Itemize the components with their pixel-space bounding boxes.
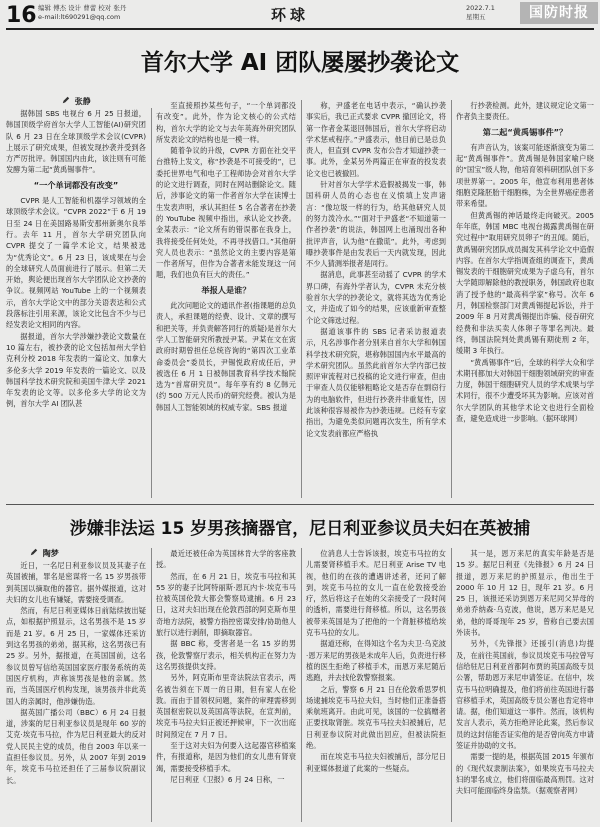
- paragraph: 据道还称，在得知这个名为夫卫·乌克波·恩万来尼的男孩是未成年人后，负责进行移植的医生拒绝了移植手术，而恩万来尼随后逃跑，并去找伦敦警察报案。: [306, 639, 446, 683]
- paragraph: 据报道，首尔大学涉嫌抄袭论文数量在 10 篇左右，被抄袭的论文包括加州大学伯克利分校 2018 年发表的一篇论文、加拿大多伦多大学 2019 年发表的一篇论文、以及韩国科学技术研究院和美国牛津大学 2021 年发表的论文等。以多伦多大学的论文为例，首尔大学 AI 团队甚: [6, 331, 146, 409]
- subheading: “一个单词都没有改变”: [33, 179, 119, 190]
- email-line: e-mail:lt690291@qq.com: [38, 13, 121, 21]
- editor-line: 编辑 傅杰 设计 曹蕾 校对 张丹: [38, 4, 127, 12]
- column-divider: [151, 108, 152, 498]
- column-divider: [451, 548, 452, 822]
- header-rule: [6, 28, 594, 30]
- paragraph: 至于这对夫妇为何要入这起器官移植案件，有报道称，是因为他们的女儿患有肾衰竭，需要接受移植手术。: [156, 741, 296, 773]
- paragraph: “黄禹锡事件”后，全球的科学大众和学术期刊都加大对韩国干细胞领域研究的审查力度，韩国干细胞研究人员的学术成果与学术同行，很不少遭受坏其为影响。应该对首尔大学团队的其他学术论文也进行全面检查，避免造成进一步影响。（据环球网）: [456, 357, 594, 424]
- article2-headline: 涉嫌非法运 15 岁男孩摘器官，尼日利亚参议员夫妇在英被捕: [69, 519, 531, 539]
- paragraph: 但黄禹锡的神话最终走向破灭。2005 年年底，韩国 MBC 电视台揭露黄禹锡在研究过程中“取用研究员卵子”的丑闻。随后，黄禹锡研究团队成员揭发其科学论文中造假内容。在首尔大学指调查组的调查下，黄禹锡发表的干细胞研究成果为子虚乌有，首尔大学随即解除他的教授职务，韩国政府也取消了授予他的“最高科学家”称号。次年 6 月，韩国检察部门对黄禹锡提起诉讼，并于 2009 年 8 月对黄禹锡提出诈骗、侵吞研究经费和非法买卖人体卵子等罪名判决。最终，韩国法院判处黄禹锡有期徒刑 2 年，缓期 3 年执行。: [456, 210, 594, 356]
- paragraph: 至直接照抄某些句子，“一个单词都没有改变”。此外，作为论文核心的公式结构，首尔大学的论文与去年英海外研究团队所发表论文的结构也是一模一样。: [156, 101, 296, 144]
- article-separator: [6, 504, 594, 505]
- pen-icon: [62, 96, 70, 104]
- paragraph: 另外，阿克斯布里奇法院法官表示，两名被告须在下周一的日期，但有家人在伦敦。而由于冒领权问题，案件的审理需移到英国枢密院以及英国高等法院，在宣判前，埃克韦马拉夫妇正被还押候审，下一次出庭时间预定在 7 月 7 日。: [156, 673, 296, 739]
- article2-column-3: [306, 548, 446, 822]
- column-divider: [301, 548, 302, 822]
- article1-column-4: [456, 100, 594, 498]
- paragraph: 之后，警察 6 月 21 日在伦敦希思罗机场逮捕埃克韦马拉夫妇，当时他们正准备搭乘航班离开。由此可见，该国的一位搞赠者正要找取肾脏。埃克韦马拉夫妇被捕后，尼日利亚参议院对此做出回应，但被法院拒绝。: [306, 684, 446, 751]
- section-title: 环球: [270, 6, 309, 24]
- paragraph: 称，尹盛老在电话中表示，“确认抄袭事实后，我已正式要求 CVPR 撤回论文，将第一作者金某退回韩国后，首尔大学将启动学术惩戒程序。”尹盛表示，他目前已是总负责人，但直到 CVPR 发布公告才知道抄袭一事。此外，金某另外两篇正在审查的投发表论文也已被撤回。: [306, 101, 446, 178]
- paragraph: 尼日利亚《卫报》6 月 24 日称，一: [170, 774, 285, 784]
- paragraph: 然而，有尼日利亚媒体日前陆续披出疑点，如根据护照显示，这名男孩不是 15 岁而是 21 岁。6 月 25 日，一家媒体还采访到这名男孩的弟弟，据其称，这名男孩已有 25 岁。另外，据报道，在英国国前，这名参议员曾写信给英国国家医疗服务系统的英国医疗机构，声称该男孩是他的亲属。然而，当英国医疗机构发现，该男孩并非此英国人的亲属时，他涉嫌伪造。: [6, 606, 146, 706]
- column-divider: [151, 548, 152, 822]
- paragraph: 据韩国 SBS 电视台 6 月 25 日报道，韩国顶级学府首尔大学人工智能(AI)研究团队 6 月 23 日在全球顶级学术会议(CVPR)上展示了研究成果，但被发现抄袭并受到各方严厉批评。韩国国内由此，该注则有可能发酵为第二起“黄禹锡事件”。: [6, 109, 146, 175]
- article1-byline: [62, 96, 91, 107]
- paragraph: 随着争议的升级，CVPR 方面在社交平台推特上发文，称“抄袭是不可接受的”，已委托世界电气和电子工程师协会对首尔大学的论文进行调查，同时在网站删除论文。随后，涉事论文的第一作者首尔大学在读博士生发表声明，承认其担任 5 名合著者在抄袭的 YouTube 视频中指出，承认论文抄袭。金某表示：“论文所有的错误都在我身上，我将接受任何处处，不再寻找借口。”其他研究人员也表示：“虽然论文的主要内容是第一作者所写，但作为合著者未能发现这一问题，我们也负有巨大的责任。”: [156, 146, 296, 280]
- paragraph: 据消息，此事甚至动摇了 CVPR 的学术界口碑，有海外学者认为，CVPR 未充分核验首尔大学的抄袭论文，就将其选为优秀论文，并造成了如今的结果，应该重新审查整个论文筛选过程。: [306, 270, 446, 325]
- weekday-line: 星期五: [466, 13, 486, 21]
- editor-info: [38, 4, 178, 22]
- article2-column-4: [456, 548, 594, 822]
- paragraph: 需要一提的是，根据英国 2015 年颁布的《现代奴隶制法案》，如果埃克韦马拉夫妇的罪名成立，他们将面临最高刑罚。这对夫妇可能面临终身监禁。（据观察者网）: [456, 752, 594, 796]
- article1-author: 张静: [74, 97, 91, 106]
- paragraph: 而在埃克韦马拉夫妇被捕后，部分尼日利亚媒体报道了此案的一些疑点。: [306, 752, 446, 773]
- column-divider: [301, 100, 302, 498]
- paragraph: 另外，《先锋报》还援引(消息)均提及，在前往英国前，参议员埃克韦马拉曾写信给驻尼日利亚首都阿布贾的英国高级专员公署，帮助恩万来尼申请签证。在信中，埃克韦马拉明确提及，他们将前往英国进行器官移植手术，英国高级专员公署也肯定将申请。据，他们知道这一事件。然而，该机构发言人表示，英方拒绝评论此案，然后参议员的这封信能否证实他的是否曾向英方申请签证并协助的文书。: [456, 639, 594, 751]
- paragraph: 有声音认为，该案可能逐渐演变为第二起“黄禹锡事件”。黄禹锡是韩国家喻户晓的“国宝”级人物，他培育领科研团队创下多项世界第一。2005 年，他宣布利用患者体细胞克隆胚胎干细胞株，为全世界癌症患者带来希望。: [456, 142, 594, 209]
- article1-column-1: [6, 108, 146, 498]
- article2-byline: [30, 548, 59, 559]
- subheading: 举报人是谁？: [201, 284, 251, 295]
- masthead-logo: 国防时报: [520, 2, 598, 24]
- paragraph: 据道该事件的 SBS 记者采访报道表示，凡名涉事作者分别来自首尔大学和韩国科学技术研究院，堪称韩国国内水平最高的学术研究团队。虽然此前首尔大学内部已按照评审流程对已投稿的论文进行审查，但由于审查人员仅能够粗略论文是否存在剽窃行为的电脑软件，但进行抄袭并非重复性，因此该种很容易被作为抄袭违规。已经有专家指出，为避免类似问题再次发生，所有学术论文发表前都应严格执: [306, 326, 446, 438]
- paragraph: 其一是，恩万来尼的真实年龄是否是 15 岁。据尼日利亚《先锋报》6 月 24 日报道，恩万来尼的护照显示，他出生于 2000 年 10 月 12 日，现年 21 岁。6 月 25 日，该报还采访到恩万来尼同父异母的弟弟乔纳森·乌克波，他说，恩万来尼是兄弟，他的哥哥现年 25 岁，曾称自己要去国外读书。: [456, 549, 594, 638]
- article1-column-3: [306, 100, 446, 498]
- paragraph: 位消息人士告诉该报，埃克韦马拉的女儿需要肾移植手术。尼日利亚 Arise TV 电视，他们的在孩的遭遇讲述者，还问了解到，埃克韦马拉的女儿一直在伦敦接受治疗，然后将这子在她的父亲接受了一段时间的透析，需要进行肾移植。所以，这名男孩被带来英国是为了把他的一个肾脏移植给埃克韦马拉的女儿。: [306, 549, 446, 638]
- article2-column-1: [6, 560, 146, 822]
- paragraph: 针对首尔大学学术造假被揭发一事，韩国科研人员的心态也在义愤填上发声诸言：“像垃圾一样的行为，给其他研究人员的努力泼冷水。”“面对于尹盛老“不知道第一作者抄袭”的说法，韩国网上也涌现出各种批评声音，认为他“在撒谎”。此外，考虑到曝抄袭事件是由发表后一天内就发现，因此不少人猜测举报者是同行。: [306, 180, 446, 269]
- subheading: 第二起“黄禹锡事件”？: [482, 126, 568, 137]
- paragraph: 近日，一名尼日利亚参议员及其妻子在英国被捕，罪名是密谋将一名 15 岁男孩带到英国以摘取他的器官。据外媒报道，这对夫妇的女儿也有嫌疑，需要接受调查。: [6, 561, 146, 604]
- issue-date: [466, 4, 522, 22]
- pen-icon: [30, 548, 38, 556]
- page-header: [0, 0, 600, 30]
- article1-headline: 首尔大学 AI 团队屡屡抄袭论文: [140, 50, 460, 76]
- paragraph: 此次问题论文的通讯作者(指课题的总负责人，承担课题的经费、设计、文章的撰写和把关等，并负责解答同行的质疑)是首尔大学人工智能研究所教授尹某。尹某在文在寅政府时期曾担任总统咨询的“第四次工业革命委员会”委员长，尹锡悦政府成任后，尹被选任 6 月 1 日被韩国教育科学技术翰院选为“首席研究员”。每年享有约 8 亿韩元(约 500 万元人民币)的研究经费。被认为是韩国人工智能领域的权威专家。SBS 报道: [156, 301, 296, 412]
- article2-column-2: [156, 548, 296, 822]
- column-divider: [451, 100, 452, 498]
- paragraph: CVPR 是人工智能和机器学习领域的全球顶级学术会议。“CVPR 2022”于 6 月 19 日至 24 日在美国路易斯安那州新奥尔良举行。去年 11 月，首尔大学研究团队向 CVPR 提交了一篇学术论文，结果被选为“优秀论文”。6 月 23 日，该成果在与会的全球研究人员面前进行了展示。但第二天开始，舆论便出现首尔大学团队论文抄袭的争议。视频网站 YouTube 上的一个视频表示，首尔大学论文中的部分关语表达和公式段落标注引用来源，该论文比包含不少与已经发表论文相同的内容。: [6, 196, 146, 330]
- article2-author: 陶梦: [42, 549, 59, 558]
- paragraph: 最近还被任命为英国林肯大学的客座教授。: [156, 549, 296, 570]
- paragraph: 行抄袭检测。此外，建议规定论文第一作者负主要责任。: [456, 101, 594, 122]
- page-number: 16: [6, 3, 37, 28]
- paragraph: 据英国广播公司（BBC）6 月 24 日报道，涉案的尼日利亚参议员是现年 60 岁的艾克·埃克韦马拉，作为尼日利亚最大的反对党人民民主党的成员，他自 2003 年以来一直担任参议员。另外，从 2007 年到 2019 年，埃克韦马拉还担任了三届参议院副议长。: [6, 707, 146, 785]
- paragraph: 然而，在 6 月 21 日，埃克韦马拉和其 55 岁的妻子比阿特丽斯·恩瓦内卡·埃克韦马拉被英国伦敦大都会警察局逮捕。6 月 23 日，这对夫妇出现在伦敦西部的阿克斯布里奇地方法院，被警方指控密谋安排/协助他人旅行以进行剥削，即摘取器官。: [156, 571, 296, 638]
- paragraph: 据 BBC 称，受害者是一名 15 岁的男孩，伦敦警察厅表示，相关机构正在努力为这名男孩提供支持。: [156, 639, 296, 671]
- date-line: 2022.7.1: [466, 4, 495, 12]
- article1-column-2: [156, 100, 296, 498]
